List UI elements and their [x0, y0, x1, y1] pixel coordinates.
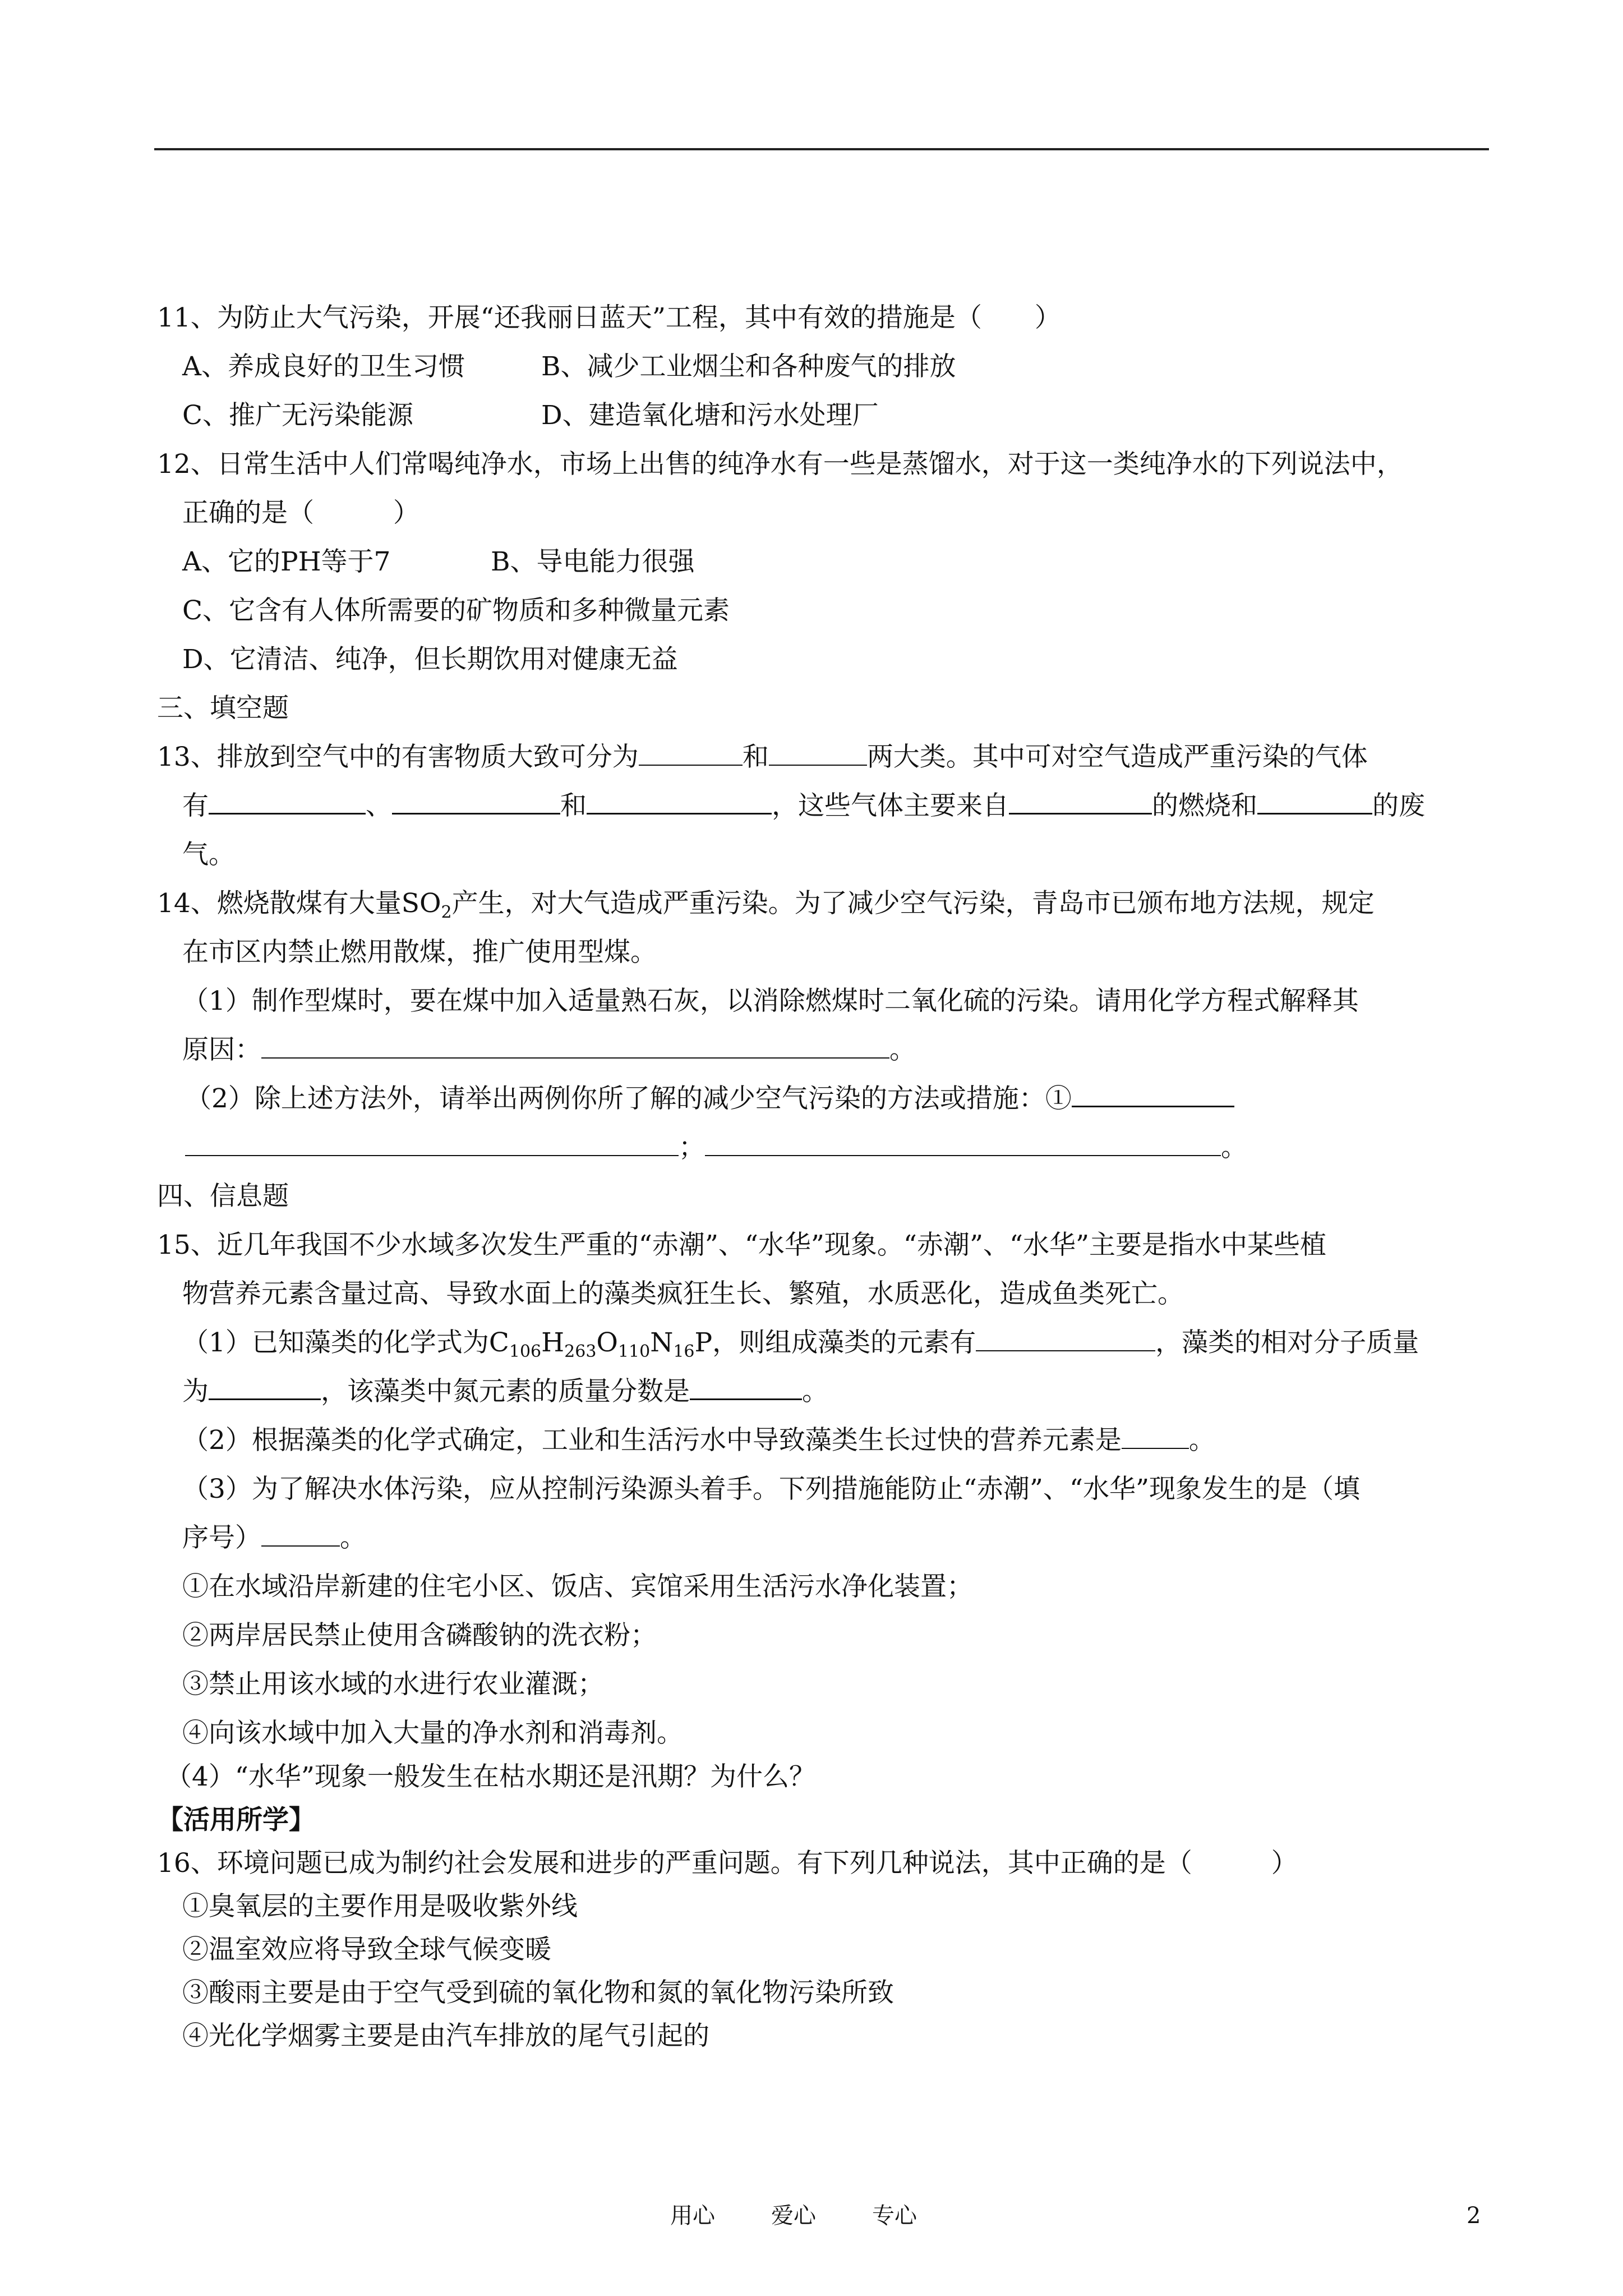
q14-line2: 在市区内禁止燃用散煤，推广使用型煤。	[182, 937, 657, 968]
q13-blank-7[interactable]	[1257, 790, 1372, 815]
q16-statement-3: ③酸雨主要是由于空气受到硫的氧化物和氮的氧化物污染所致	[182, 1977, 894, 2008]
q14-line1: 14、燃烧散煤有大量$SO_2$产生，对大气造成严重污染。为了减少空气污染，青岛市已颁布地方法规，规定	[157, 888, 1375, 922]
q15-stem-line2: 物营养元素含量过高、导致水面上的藻类疯狂生长、繁殖，水质恶化，造成鱼类死亡。	[182, 1278, 1184, 1309]
q15-measure-1: ①在水域沿岸新建的住宅小区、饭店、宾馆采用生活污水净化装置；	[182, 1571, 973, 1602]
q15-stem-line1: 15、近几年我国不少水域多次发生严重的“赤潮”、“水华”现象。“赤潮”、“水华”主要是指水中某些植	[157, 1230, 1327, 1260]
q12-option-a: A、它的PH等于7	[182, 546, 391, 577]
page-number: 2	[1467, 2203, 1481, 2229]
section-info-heading: 四、信息题	[157, 1181, 289, 1212]
q15-blank-elements[interactable]	[976, 1328, 1155, 1351]
q13-blank-3[interactable]	[209, 790, 366, 815]
q15-measure-2: ②两岸居民禁止使用含磷酸钠的洗衣粉；	[182, 1620, 657, 1651]
q11-option-a: A、养成良好的卫生习惯	[182, 351, 465, 382]
q13-blank-4[interactable]	[392, 790, 560, 815]
q14-part2-line2: ； 。	[185, 1131, 1247, 1165]
q16-statement-1: ①臭氧层的主要作用是吸收紫外线	[182, 1891, 578, 1922]
q12-option-c: C、它含有人体所需要的矿物质和多种微量元素	[182, 595, 730, 626]
section-apply-heading: 【活用所学】	[157, 1805, 315, 1835]
q15-blank-molar-mass[interactable]	[209, 1376, 321, 1400]
q15-part4: （4）“水华”现象一般发生在枯水期还是汛期？为什么？	[165, 1761, 815, 1792]
q15-part2: （2）根据藻类的化学式确定，工业和生活污水中导致藻类生长过快的营养元素是 。	[182, 1425, 1215, 1456]
q14-blank-equation[interactable]	[261, 1035, 889, 1059]
q13-blank-2[interactable]	[769, 742, 867, 766]
q15-blank-nitrogen-fraction[interactable]	[690, 1376, 802, 1400]
q14-part2-line1: （2）除上述方法外，请举出两例你所了解的减少空气污染的方法或措施：①	[185, 1082, 1234, 1116]
q16-stem: 16、环境问题已成为制约社会发展和进步的严重问题。有下列几种说法，其中正确的是（ ）	[157, 1848, 1298, 1879]
q14-part1-line1: （1）制作型煤时，要在煤中加入适量熟石灰，以消除燃煤时二氧化硫的污染。请用化学方程式解释其	[182, 986, 1359, 1016]
q11-option-b: B、减少工业烟尘和各种废气的排放	[541, 351, 956, 382]
q13-blank-1[interactable]	[639, 742, 743, 766]
q12-stem-line1: 12、日常生活中人们常喝纯净水，市场上出售的纯净水有一些是蒸馏水，对于这一类纯净水的下列说法中，	[157, 449, 1403, 480]
q13-line3: 气。	[182, 839, 235, 870]
q11-option-d: D、建造氧化塘和污水处理厂	[541, 400, 879, 431]
q16-statement-4: ④光化学烟雾主要是由汽车排放的尾气引起的	[182, 2021, 709, 2051]
q14-blank-method-2[interactable]	[705, 1133, 1221, 1156]
q15-measure-4: ④向该水域中加入大量的净水剂和消毒剂。	[182, 1718, 683, 1749]
q13-line1: 13、排放到空气中的有害物质大致可分为 和 两大类。其中可对空气造成严重污染的气体	[157, 742, 1368, 772]
footer-motto-1: 用心	[670, 2203, 715, 2229]
footer-motto-2: 爱心	[771, 2203, 816, 2229]
q14-blank-method-1-cont[interactable]	[185, 1133, 679, 1156]
q11-option-c: C、推广无污染能源	[182, 400, 413, 431]
q15-part3-line1: （3）为了解决水体污染，应从控制污染源头着手。下列措施能防止“赤潮”、“水华”现象发生的是（填	[182, 1474, 1361, 1504]
q13-blank-5[interactable]	[587, 790, 772, 815]
footer-motto-3: 专心	[872, 2203, 917, 2229]
q12-option-b: B、导电能力很强	[491, 546, 695, 577]
q12-option-d: D、它清洁、纯净，但长期饮用对健康无益	[182, 644, 678, 675]
q15-part1-line1: （1）已知藻类的化学式为$C_{106}H_{263}O_{110}N_{16}P$，则组成藻类的元素有 ，藻类的相对分子质量	[182, 1327, 1419, 1361]
q13-line2: 有 、 和 ，这些气体主要来自 的燃烧和 的废	[182, 790, 1425, 821]
q14-blank-method-1[interactable]	[1072, 1083, 1234, 1107]
header-rule	[154, 148, 1489, 150]
q12-stem-line2: 正确的是（ ）	[182, 498, 419, 528]
q11-stem: 11、为防止大气污染，开展“还我丽日蓝天”工程，其中有效的措施是（ ）	[157, 302, 1061, 333]
q15-part3-line2: 序号） 。	[182, 1522, 366, 1553]
q13-blank-6[interactable]	[1009, 790, 1152, 815]
q15-blank-measures[interactable]	[261, 1523, 340, 1547]
q16-statement-2: ②温室效应将导致全球气候变暖	[182, 1934, 551, 1965]
section-fill-in-blank-heading: 三、填空题	[157, 693, 289, 724]
q14-part1-line2: 原因： 。	[182, 1034, 916, 1065]
q15-part1-line2: 为 ，该藻类中氮元素的质量分数是 。	[182, 1376, 828, 1407]
q15-measure-3: ③禁止用该水域的水进行农业灌溉；	[182, 1669, 604, 1700]
q15-blank-nutrient[interactable]	[1122, 1425, 1189, 1449]
algae-formula: $C_{106}H_{263}O_{110}N_{16}P$	[488, 1327, 713, 1361]
